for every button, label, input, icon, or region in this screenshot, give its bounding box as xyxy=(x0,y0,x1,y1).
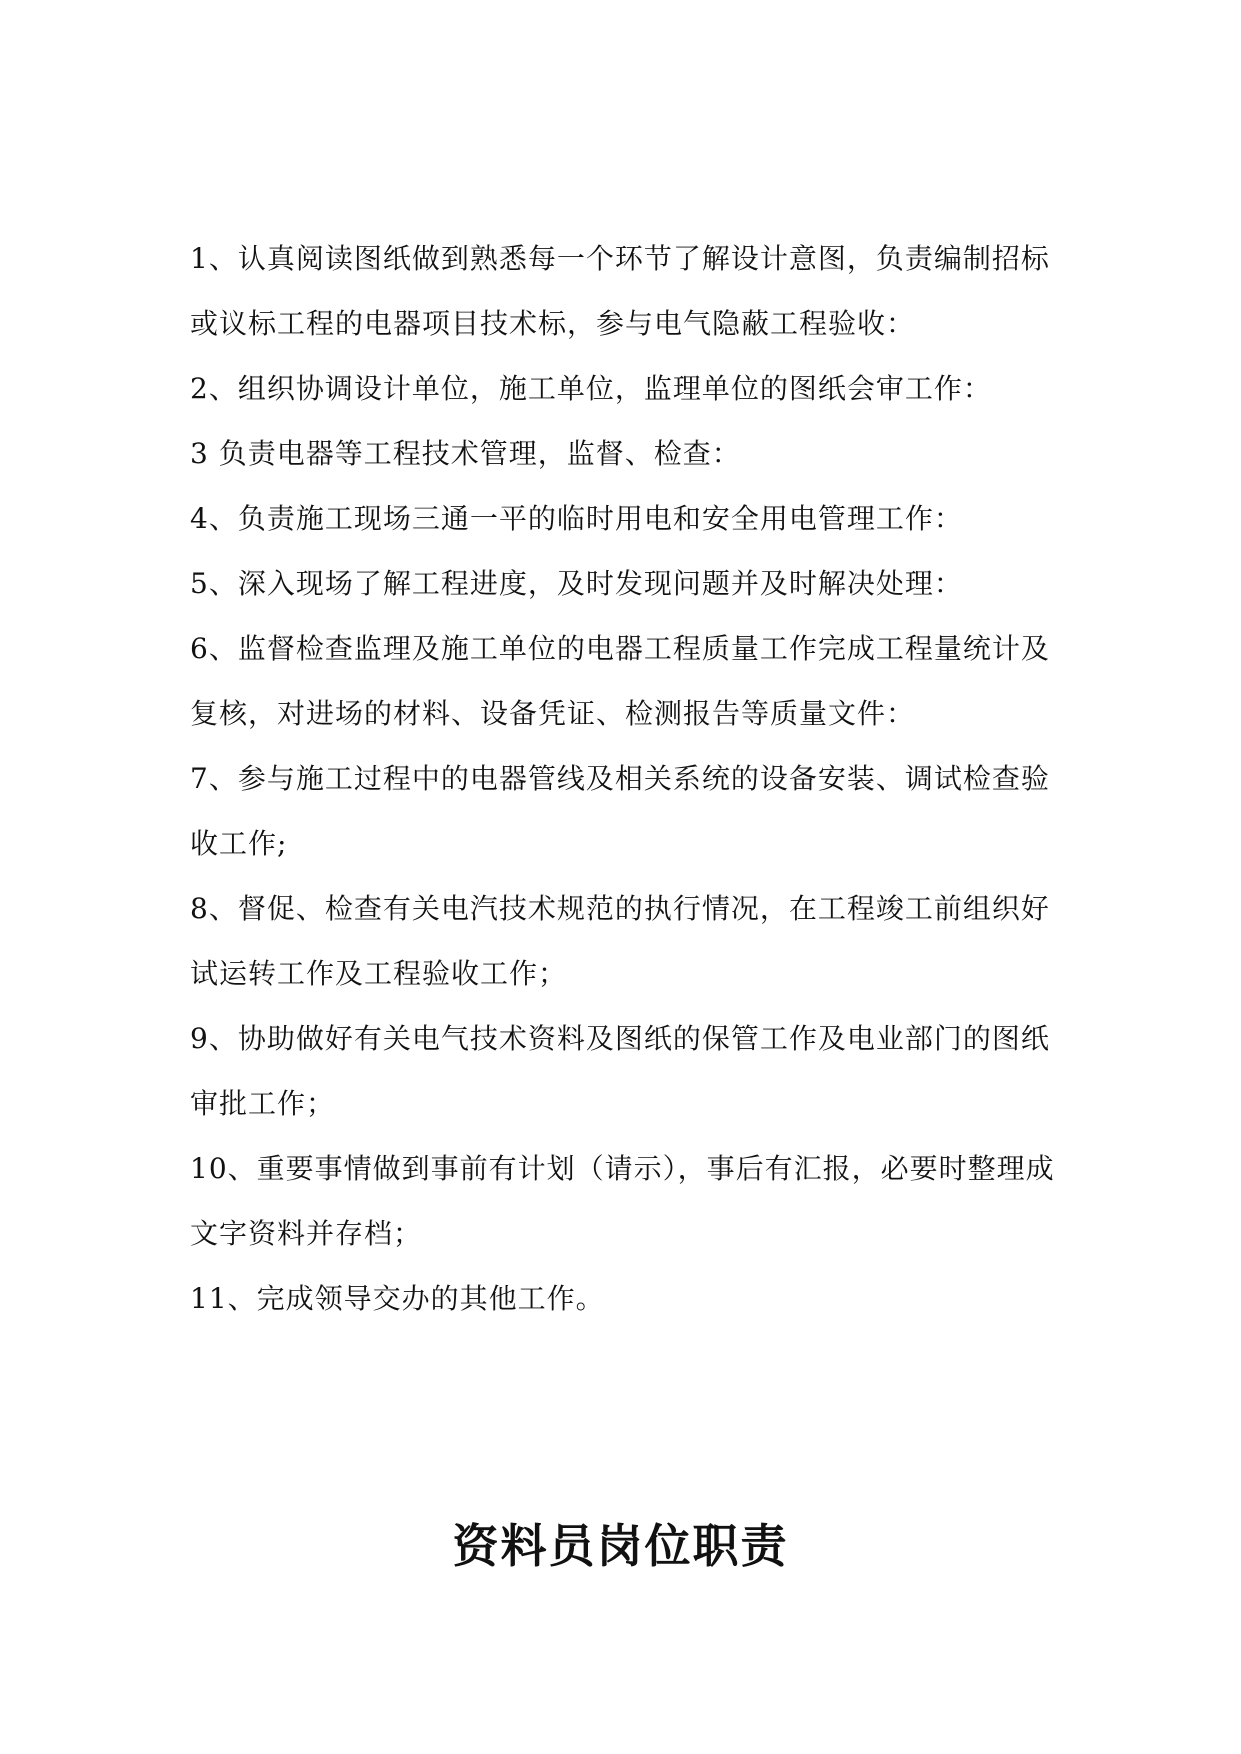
list-line: 复核，对进场的材料、设备凭证、检测报告等质量文件： xyxy=(190,697,916,730)
list-line: 10、重要事情做到事前有计划（请示），事后有汇报，必要时整理成 xyxy=(190,1152,1055,1185)
list-line: 或议标工程的电器项目技术标，参与电气隐蔽工程验收： xyxy=(190,307,916,340)
list-line: 7、参与施工过程中的电器管线及相关系统的设备安装、调试检查验 xyxy=(190,762,1050,795)
list-line: 9、协助做好有关电气技术资料及图纸的保管工作及电业部门的图纸 xyxy=(190,1022,1050,1055)
list-line: 文字资料并存档； xyxy=(190,1217,423,1250)
list-line: 收工作; xyxy=(190,827,288,860)
responsibility-list xyxy=(190,226,1070,1331)
list-line: 5、深入现场了解工程进度，及时发现问题并及时解决处理： xyxy=(190,567,963,600)
list-line: 8、督促、检查有关电汽技术规范的执行情况，在工程竣工前组织好 xyxy=(190,892,1050,925)
list-line: 11、完成领导交办的其他工作。 xyxy=(190,1282,605,1315)
section-title: 资料员岗位职责 xyxy=(452,1519,789,1573)
list-line: 4、负责施工现场三通一平的临时用电和安全用电管理工作： xyxy=(190,502,963,535)
list-line: 6、监督检查监理及施工单位的电器工程质量工作完成工程量统计及 xyxy=(190,632,1050,665)
list-line: 2、组织协调设计单位，施工单位，监理单位的图纸会审工作： xyxy=(190,372,992,405)
list-line: 3 负责电器等工程技术管理，监督、检查： xyxy=(190,437,741,470)
list-line: 审批工作； xyxy=(190,1087,336,1120)
list-line: 试运转工作及工程验收工作； xyxy=(190,957,568,990)
list-line: 1、认真阅读图纸做到熟悉每一个环节了解设计意图，负责编制招标 xyxy=(190,242,1050,275)
